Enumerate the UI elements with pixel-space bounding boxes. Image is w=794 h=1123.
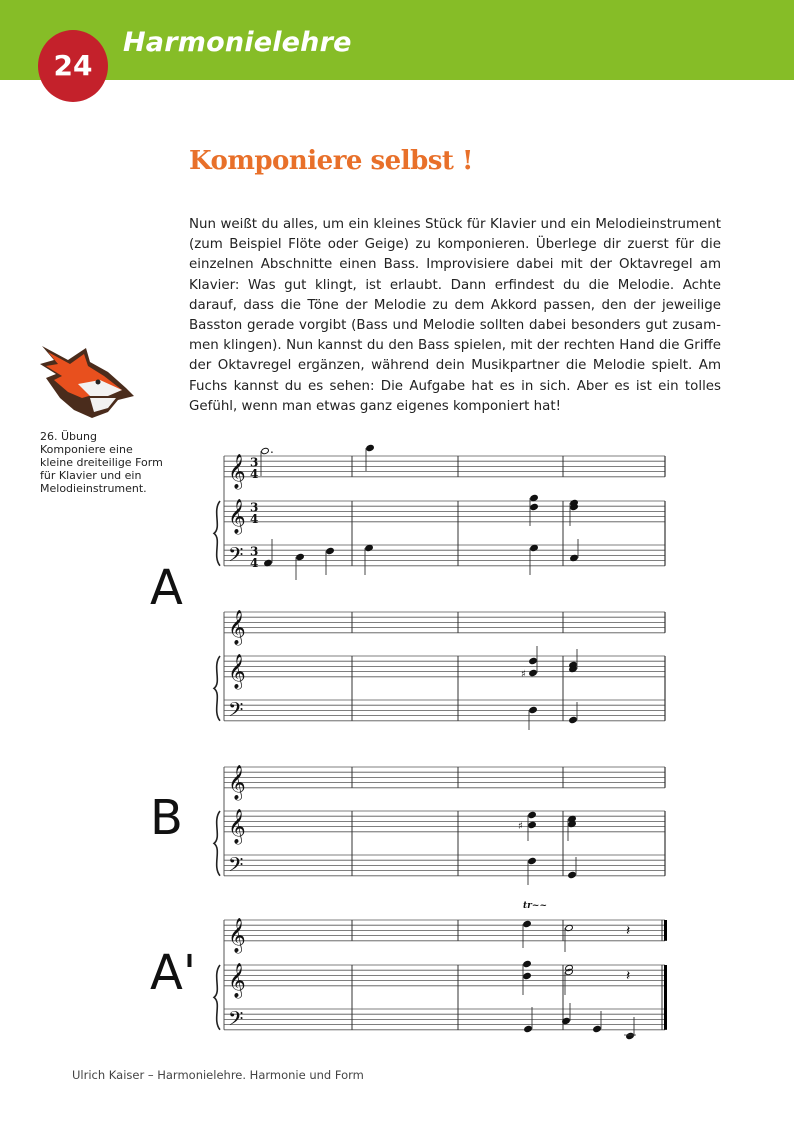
bass-clef-icon: 𝄢 [228,697,244,726]
brace [214,656,220,721]
note-head [593,1025,602,1032]
note-head [568,871,577,878]
note-head [530,494,539,501]
note-head [529,706,538,713]
note-head [523,920,532,927]
note-head [524,1025,533,1032]
note-head [528,857,537,864]
note-head [523,972,532,979]
bass-clef-icon: 𝄢 [228,542,244,571]
treble-clef-icon: 𝄞 [228,498,246,534]
final-barline-thick [664,965,667,1030]
dot: . [270,442,274,456]
body-paragraph: Nun weißt du alles, um ein kleines Stück für Klavier und ein Melodieinstrument (zum Beispiel Flöte oder Geige) zu komponieren. Überlege dir zuerst für die einzelnen Abschnitte einen Bass. Improvisiere dabei mit der Oktavregel am Klavier: Was gut klingt, ist erlaubt. Dann erfindest du die Melodie. Achte darauf, dass die Töne der Melodie zu dem Akkord passen, den der jeweilige Basston gerade vorgibt (Bass und Melodie sollten dabei besonders gut zusammen klingen). Nun kannst du den Bass spielen, mit der rechten Hand die Griffe der Oktavregel ergänzen, während dein Musikpartner die Melodie spielt. Am Fuchs kannst du es sehen: Die Aufgabe hat es in sich. Aber es ist ein tolles Gefühl, wenn man etwas ganz eigenes komponiert hat! [189,217,721,414]
treble-clef-icon: 𝄞 [228,609,246,645]
note-head [366,444,375,451]
time-signature-denominator: 4 [250,555,259,570]
time-signature-denominator: 4 [250,511,259,526]
note-head [529,657,538,664]
caption-line: Melodieinstrument. [40,482,147,495]
treble-clef-icon: 𝄞 [228,917,246,953]
note-head [569,716,578,723]
quarter-rest-icon: 𝄽 [626,968,631,984]
note-head [530,503,539,510]
section-label-b: B [150,790,183,846]
section-label-a-prime: A' [150,945,197,1001]
footer-credit: Ulrich Kaiser – Harmonielehre. Harmonie und Form [72,1068,364,1082]
note-head [626,1032,635,1039]
time-signature-numerator: 3 [250,455,259,470]
treble-clef-icon: 𝄞 [228,808,246,844]
caption-line: kleine dreiteilige Form [40,456,163,469]
treble-clef-icon: 𝄞 [228,764,246,800]
sharp-icon: ♯ [518,821,523,832]
caption-line: 26. Übung [40,430,97,443]
brace [214,501,220,566]
quarter-rest-icon: 𝄽 [626,923,631,939]
brace [214,965,220,1030]
time-signature-numerator: 3 [250,544,259,559]
note-head [296,553,305,560]
brace [214,811,220,876]
treble-clef-icon: 𝄞 [228,653,246,689]
final-barline-thick [664,920,667,941]
note-head [326,547,335,554]
treble-clef-icon: 𝄞 [228,962,246,998]
note-head [528,821,537,828]
section-label-a: A [150,560,183,616]
sharp-icon: ♯ [521,669,526,680]
time-signature-denominator: 4 [250,466,259,481]
caption-line: für Klavier und ein [40,469,142,482]
chapter-title: Harmonielehre [123,27,352,58]
trill-mark: tr~~ [523,901,547,911]
time-signature-numerator: 3 [250,500,259,515]
caption-line: Komponiere eine [40,443,133,456]
treble-clef-icon: 𝄞 [228,453,246,489]
section-title: Komponiere selbst ! [189,146,473,176]
note-head [529,669,538,676]
bass-clef-icon: 𝄢 [228,1006,244,1035]
note-head [261,447,270,454]
page-number-badge: 24 [38,30,108,102]
bass-clef-icon: 𝄢 [228,852,244,881]
note-head [528,811,537,818]
note-head [523,960,532,967]
